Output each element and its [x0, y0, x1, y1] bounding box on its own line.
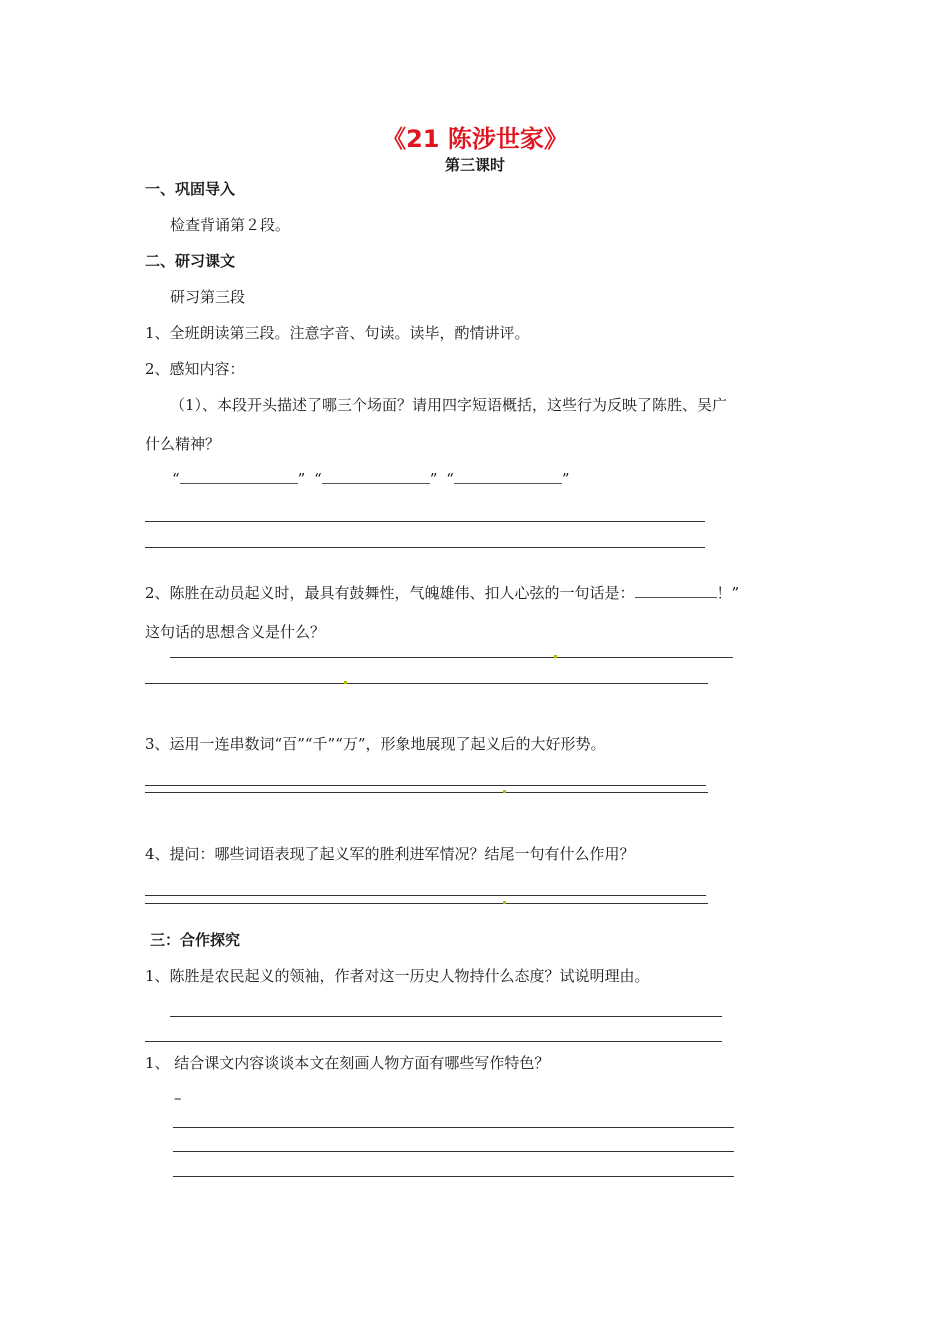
section-heading-cooperative: 三：合作探究: [150, 931, 241, 949]
answer-line[interactable]: [145, 903, 708, 904]
marker-dot: [503, 901, 506, 904]
study-intro: 研习第三段: [170, 288, 246, 306]
question-2-line-2: 这句话的思想含义是什么？: [145, 623, 326, 641]
answer-blank-2[interactable]: [322, 469, 430, 484]
question-2-line-1: [145, 582, 739, 603]
review-instruction: 检查背诵第２段。: [170, 216, 291, 234]
answer-line[interactable]: [170, 1016, 722, 1017]
cooperative-question-1: 1、陈胜是农民起义的领袖，作者对这一历史人物持什么态度？试说明理由。: [145, 967, 650, 985]
question-1-line-1: （1）、本段开头描述了哪三个场面？请用四字短语概括，这些行为反映了陈胜、吴广: [170, 396, 728, 414]
study-item-1: 1、全班朗读第三段。注意字音、句读。读毕，酌情讲评。: [145, 324, 530, 342]
answer-blank-1[interactable]: [180, 469, 298, 484]
answer-line[interactable]: [145, 547, 705, 548]
quote-close-2: ”: [429, 470, 438, 488]
answer-line[interactable]: [173, 1127, 734, 1128]
marker-dot: [554, 655, 557, 658]
answer-blank-quote[interactable]: [635, 583, 717, 598]
quote-open-2: “: [314, 470, 322, 488]
quoted-blanks-row: [172, 469, 570, 488]
page-title: 《21 陈涉世家》: [382, 125, 568, 153]
answer-line[interactable]: [145, 792, 708, 793]
section-heading-review: 一、巩固导入: [145, 180, 236, 198]
answer-blank-3[interactable]: [454, 469, 562, 484]
answer-line[interactable]: [145, 683, 708, 684]
answer-dash: –: [174, 1089, 182, 1107]
answer-line[interactable]: [145, 785, 706, 786]
question-2-text: 2、陈胜在动员起义时，最具有鼓舞性，气魄雄伟、扣人心弦的一句话是：: [145, 584, 635, 602]
quote-open-3: “: [446, 470, 454, 488]
question-4: 4、提问：哪些词语表现了起义军的胜利进军情况？结尾一句有什么作用？: [145, 845, 635, 863]
question-1-line-2: 什么精神？: [145, 435, 221, 453]
quote-open-1: “: [172, 470, 180, 488]
answer-line[interactable]: [145, 895, 706, 896]
page-subtitle: 第三课时: [444, 156, 505, 174]
cooperative-question-2: 1、 结合课文内容谈谈本文在刻画人物方面有哪些写作特色？: [145, 1054, 550, 1072]
study-item-2: 2、感知内容：: [145, 360, 245, 378]
answer-line[interactable]: [145, 1041, 722, 1042]
question-2-end: ！”: [716, 584, 740, 602]
answer-line[interactable]: [145, 521, 705, 522]
answer-line[interactable]: [173, 1151, 734, 1152]
answer-line[interactable]: [170, 657, 733, 658]
quote-close-1: ”: [297, 470, 306, 488]
quote-close-3: ”: [561, 470, 570, 488]
marker-dot: [344, 681, 347, 684]
marker-dot: [503, 790, 506, 793]
question-3: 3、运用一连串数词“百”“千”“万”，形象地展现了起义后的大好形势。: [145, 735, 606, 753]
answer-line[interactable]: [173, 1176, 734, 1177]
section-heading-study: 二、研习课文: [145, 252, 236, 270]
